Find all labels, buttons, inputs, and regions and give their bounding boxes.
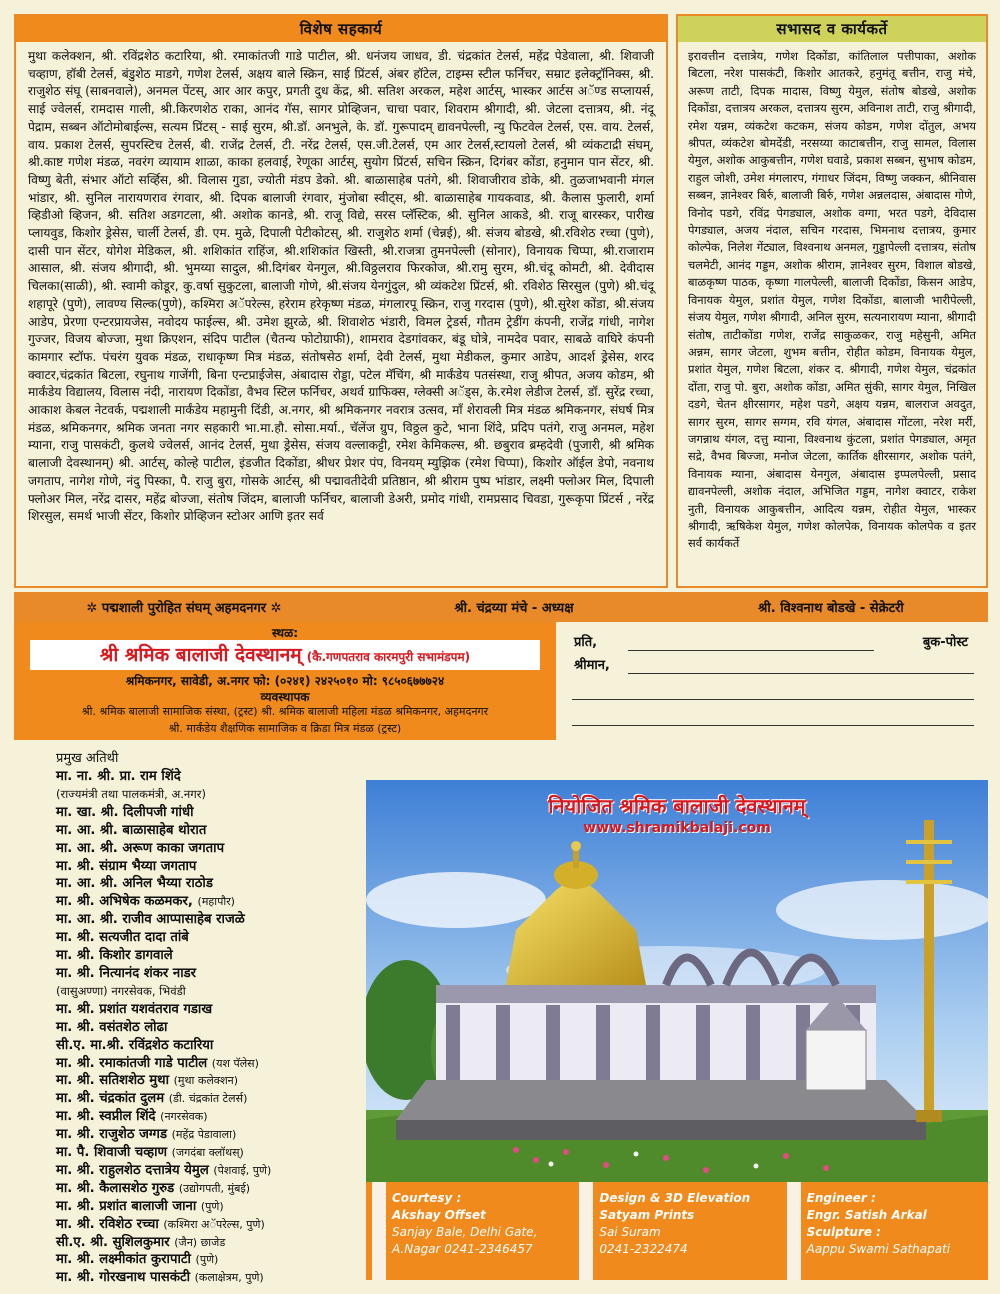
guest-designation: (महेंद्र पेडावाला) (171, 1128, 237, 1142)
guest-row (56, 1037, 356, 1055)
venue-label: स्थळ: (271, 626, 298, 640)
guest-name: मा. श्री. रमाकांतजी गाडे पाटील (56, 1055, 208, 1071)
guest-row (56, 1019, 356, 1037)
credit-value: Satyam Prints (599, 1208, 695, 1222)
guest-name: मा. आ. श्री. अनिल भैय्या राठोड (56, 876, 213, 892)
guest-name: मा. श्री. स्वप्नील शिंदे (56, 1109, 156, 1125)
credit-engineer (781, 1182, 988, 1280)
guest-name: मा. श्री. सत्यजीत दादा तांबे (56, 930, 189, 946)
guest-note: (राज्यमंत्री तथा पालकमंत्री, अ.नगर) (56, 786, 206, 801)
guest-name: मा. श्री. राहुलशेठ दत्तात्रेय येमुल (56, 1162, 209, 1178)
guest-row (56, 1162, 356, 1180)
officials-strip (14, 592, 988, 622)
guest-designation: (पेशवाई, पुणे) (213, 1163, 272, 1177)
website-url[interactable]: www.shramikbalaji.com (583, 820, 771, 836)
venue-name-box (30, 640, 540, 670)
credit-heading: Engineer : (806, 1191, 876, 1205)
guest-name: मा. ना. श्री. प्रा. राम शिंदे (56, 769, 181, 784)
address-line (572, 725, 974, 726)
guest-row (56, 768, 356, 786)
guest-row (56, 1234, 356, 1252)
guest-name: मा. श्री. राजुशेठ जग्गड (56, 1127, 168, 1143)
guest-row (56, 1251, 356, 1269)
to-label: प्रति, (574, 635, 598, 650)
guest-name: सी.ए. श्री. सुशिलकुमार (56, 1234, 170, 1250)
guest-name: मा. श्री. संग्राम भैय्या जगताप (56, 858, 197, 874)
guest-row (56, 1269, 356, 1287)
guest-row (56, 947, 356, 965)
guest-name: मा. आ. श्री. राजीव आप्पासाहेब राजळे (56, 912, 245, 928)
guest-designation: (कश्मिरा अॅपरेल्स, पुणे) (163, 1217, 265, 1231)
organization-name: ✲ पद्मशाली पुरोहित संघम् अहमदनगर ✲ (86, 601, 282, 616)
guest-designation: (नगरसेवक) (160, 1110, 208, 1124)
credit-heading: Design & 3D Elevation (599, 1191, 751, 1205)
credit-heading: Courtesy : (392, 1191, 462, 1205)
guest-row (56, 858, 356, 876)
book-post-label: बुक-पोस्ट (922, 635, 968, 650)
guest-name: मा. श्री. रविशेठ रच्चा (56, 1216, 159, 1232)
guest-name: मा. श्री. प्रशांत यशवंतराव गडाख (56, 1001, 213, 1017)
credit-tab (372, 1182, 386, 1280)
guest-designation: (महापौर) (197, 895, 235, 909)
guest-row (56, 965, 356, 983)
guest-note: (वासुअण्णा) नगरसेवक, भिवंडी (56, 983, 186, 998)
guest-designation: (जैन) छाजेड (174, 1235, 226, 1249)
guest-designation: (यश पॅलेस) (211, 1056, 259, 1070)
guest-name: मा. श्री. गोरखनाथ पासकंटी (56, 1270, 191, 1286)
special-cooperation-header: विशेष सहकार्य (16, 16, 666, 42)
guest-name: मा. खा. श्री. दिलीपजी गांधी (56, 804, 194, 820)
guest-name: मा. पै. शिवाजी चव्हाण (56, 1145, 168, 1161)
guest-row (56, 840, 356, 858)
venue-panel (14, 622, 556, 740)
address-line (572, 699, 974, 700)
guest-name: मा. श्री. चंद्रकांत दुलम (56, 1091, 165, 1107)
credit-heading: Sculpture : (806, 1225, 881, 1239)
guest-row (56, 929, 356, 947)
credit-tab (787, 1182, 801, 1280)
credits-bar (366, 1182, 988, 1280)
credit-line: Aappu Swami Sathapati (806, 1242, 951, 1256)
credit-line: Sanjay Bale, Delhi Gate, (392, 1225, 538, 1239)
guest-name: मा. श्री. अभिषेक कळमकर, (56, 894, 193, 910)
guest-name: मा. आ. श्री. अरूण काका जगताप (56, 840, 225, 856)
guest-row (56, 1072, 356, 1090)
guest-row (56, 1144, 356, 1162)
members-text: इरावत्तीन दत्तात्रेय, गणेश दिकोंडा, कांतिलाल पत्तीपाका, अशोक बिटला, नरेश पासकंटी, किशोर आतकरे, हनुमंतू बत्तीन, राजु मंचे, अरूण ताटी, दिपक मादास, विष्णु येमुल, संतोष बोडखे, अशोक दिकोंडा, दत्तात्रय अरकल, दत्तात्रय सुरम, अविनाश ताटी, राजु श्रीगादी, रमेश यन्नम, व्यंकटेश कटकम, संजय कोडम, गणेश दोंतुल, अभय श्रीपत, व्यंकटेश बोमदेंडी, नरसय्या काटाबत्तीन, राजु सामल, विलास येमुल, अशोक आकुबत्तीन, गणेश घवाडे, प्रकाश सब्बन, सुभाष कोडम, राहुल जोशी, उमेश मंगलारप, गंगाधर जिंदम, विष्णु जक्कन, श्रीनिवास सब्बन, ज्ञानेश्वर बिर्रु, बालाजी बिर्रु, गणेश अन्नलदास, अंबादास गोणे, विनोद पडगे, रविंद्र पेगड्याल, अशोक वग्गा, भरत पडगे, देविदास पेगड्याल, अजय नंदाल, सचिन गरदास, भिमनाथ दत्तात्रय, कुमार कोल्पेक, निलेश गेंट्याल, विश्वनाथ अनमल, गुड्डापेल्ली दत्तात्रय, संतोष चलमेटी, आनंद गड्डम, अशोक श्रीराम, ज्ञानेश्वर सुरम, विशाल बोडखे, बाळकृष्ण पाठक, कृष्णा गालपेल्ली, बालाजी दिकोंडा, किसन आडेप, विनायक येमुल, प्रशांत येमुल, गणेश दिकोंडा, बालाजी भारीपेल्ली, संजय येमुल, गणेश श्रीगादी, अनिल सुरम, सत्यनारायण म्याना, श्रीगादी संतोष, ताटीकोंडा गणेश, राजेंद्र साकुळकर, राजु महेसुनी, अमित अन्नम, सागर जेटला, शुभम बत्तीन, रोहीत कोडम, विनायक येमुल, प्रशांत येमुल, गणेश बिटला, शंकर द. श्रीगादी, गणेश येमुल, चंद्रकांत दोंता, राजु पो. बुरा, अशोक कोंडा, अमित सुंकी, सागर येमुल, निखिल दडगे, चेतन क्षीरसागर, महेश पडगे, अक्षय यन्नम, बालराज अवदुत, सागर सुरम, सागर सग्गम, रवि यंगल, अंबादास गोंटला, नरेश मर्री, जगन्नाथ यंगल, दत्तु म्याना, विश्वनाथ कुंटला, प्रशांत पेगड्याल, अमृत सद्रे, वैभव बिज्जा, मनोज जेटला, कार्तिक क्षीरसागर, अशोक पतंगे, विनायक म्याना, अंबादास येनगुल, अंबादास इप्पलपेल्ली, प्रसाद द्यावनपेल्ली, अशोक नंदाल, अभिजित गड्डम, नागेश क्वाटर, राकेश नुती, विनायक आकुबत्तीन, आदित्य यन्नम, रोहीत येमुल, भास्कर श्रीगादी, ऋषिकेश येमुल, गणेश कोलपेक, विनायक कोलपेक व इतर सर्व कार्यकर्ते (688, 49, 976, 551)
manager-orgs: श्री. श्रमिक बालाजी सामाजिक संस्था, (ट्रस्ट) श्री. श्रमिक बालाजी महिला मंडळ श्रमिकनगर, अहमदनगर (81, 705, 489, 718)
planned-temple-title: नियोजित श्रमिक बालाजी देवस्थानम् (548, 794, 806, 818)
chief-guests-list (56, 768, 356, 1287)
guest-row (56, 893, 356, 911)
credit-value: Engr. Satish Arkal (806, 1208, 927, 1222)
guest-designation: (उद्योगपती, मुंबई) (178, 1181, 251, 1195)
guest-name: मा. श्री. वसंतशेठ लोढा (56, 1019, 168, 1035)
credit-line: 0241-2322474 (599, 1242, 688, 1256)
postal-address-area (558, 622, 988, 740)
president-name: श्री. चंद्रय्या मंचे - अध्यक्ष (454, 601, 574, 616)
guest-row (56, 1001, 356, 1019)
guest-designation: (पुणे) (195, 1253, 219, 1267)
guest-row (56, 822, 356, 840)
guest-name: मा. श्री. लक्ष्मीकांत कुरापाटी (56, 1252, 191, 1268)
guest-name: मा. श्री. नित्यानंद शंकर नाडर (56, 965, 197, 981)
chief-guests-title: प्रमुख अतिथी (56, 751, 119, 766)
address-line (628, 673, 974, 674)
manager-org-trust: श्री. मार्कंडेय शैक्षणिक सामाजिक व क्रिडा मित्र मंडळ (ट्रस्ट) (168, 722, 402, 735)
secretary-name: श्री. विश्वनाथ बोडखे - सेक्रेटरी (758, 601, 904, 616)
guest-row (56, 911, 356, 929)
credit-design (573, 1182, 780, 1280)
chief-guests (56, 748, 356, 1287)
guest-designation: (कलाक्षेत्रम, पुणे) (194, 1271, 264, 1285)
credit-line: Sai Suram (599, 1225, 661, 1239)
credit-tab (579, 1182, 593, 1280)
credit-courtesy (366, 1182, 573, 1280)
guest-name: मा. आ. श्री. बाळासाहेब थोरात (56, 822, 207, 838)
temple-elevation-image (366, 780, 988, 1182)
shriman-label: श्रीमान, (574, 658, 610, 673)
guest-row (56, 1180, 356, 1198)
guest-name: मा. श्री. सतिशशेठ मुथा (56, 1073, 170, 1089)
special-cooperation-text: मुथा कलेक्शन, श्री. रविंद्रशेठ कटारिया, श्री. रमाकांतजी गाडे पाटील, श्री. धनंजय जाधव, डी. चंद्रकांत टेलर्स, महेंद्र पेडेवाला, श्री. शिवाजी चव्हाण, हॉबी टेलर्स, बंडुशेठ माडगे, गणेश टेलर्स, अक्षय बाले स्क्रिन, साई प्रिंटर्स, अंबर हॉटेल, टाइम्स स्टील फर्निचर, सम्राट इलेक्ट्रॉनिक्स, श्री. राजुशेठ संघू (साबनवाले), अनमल पेंटस्, आर आर कपुर, प्रगती दुध केंद्र, श्री. सतिश अरकल, महेश आर्टस्, भास्कर आर्टस अॅण्ड सप्लायर्स, साई ज्वेलर्स, रामदास गाली, श्री.किरणशेठ राका, आनंद गॅस, सागर प्रोव्हिजन, चाचा पवार, शिवराम श्रीगादी, श्री. जेटला दत्तात्रय, श्री. नंदू पेद्राम, सब्बन ऑटोमोबाईल्स, सत्यम प्रिंटस् - साई सुरम, श्री.डॉ. अनभुले, के. डॉ. गुरूपादम् द्यावनपेल्ली, न्यु फिटवेल टेलर्स, एस. वाय. टेलर्स, वाय. प्रकाश टेलर्स, सुपरस्टिच टेलर्स, बी. राजेंद्र टेलर्स, टी. नरेंद्र टेलर्स, एस.जी.टेलर्स, एम आर टेलर्स,स्टायलो टेलर्स, श्री व्यंकटाद्री संघम्, श्री.काष्ट गणेश मंडळ, नवरंग व्यायाम शाळा, काका हलवाई, रेणूका आर्टस्, सुयोग प्रिंटर्स, सचिन स्क्रिन, दिगंबर कोंडा, हनुमान पान सेंटर, श्री. विष्णु बेती, संभार ऑटो सर्व्हिस, श्री. विलास गुडा, ज्योती मंडप डेको. श्री. बाळासाहेब पतंगे, श्री. शिवाजीराव डोके, श्री. तुळजाभवानी मंगल भांडार, श्री. सुनिल नारायणराव रंगवार, श्री. दिपक बालाजी रंगवार, मुंजोबा स्वीट्स, श्री. बाळासाहेब गायकवाड, श्री. कैलास फुलारी, शर्मा व्हिडीओ व्हिजन, श्री. सतिश अडगटला, श्री. अशोक कानडे, श्री. राजू विद्ये, सरस प्लॅस्टिक, श्री. सुनिल आकडे, श्री. राजू बारस्कर, पारीख प्लायवुड, किशोर ड्रेसेस, चार्ली टेलर्स, डी. एम. मुळे, दिपाली पेटीकोटस्, श्री. राजुशेठ शर्मा (चेन्नई), श्री. संजय बोडखे, श्री.रविशेठ रच्चा (पुणे), दासी पान सेंटर, योगेश मेडिकल, श्री. शशिकांत राहिंज, श्री.शशिकांत खिस्ती, श्री.राजत्रा तुमनपेल्ली (सोनार), विनायक चिप्पा, श्री.राजाराम आसाल, श्री. संजय श्रीगादी, श्री. भुमय्या सादुल, श्री.दिगंबर येनगुल, श्री.विठ्ठलराव फिरकोज, श्री.रामु सुरम, श्री.चंदू कोमटी, श्री. देवीदास चिलका(साळी), श्री. स्वामी कोडूर, कु.वर्षा सुकुटला, बालाजी गोणे, श्री.संजय येनगुंदुल, श्री व्यंकटेश प्रिंटर्स, श्री. रविशेठ सिरसुल (पुणे) श्री.चंदू शहापूरे (पुणे), लावण्य सिल्क(पुणे), कश्मिरा अॅपरेल्स, हरेराम हरेकृष्ण मंडळ, मंगलारपू स्क्रिन, राजु गरदास (पुणे), श्री.सुरेश कोंडा, श्री.संजय आडेप, प्रेरणा एन्टरप्रायजेस, नवोदय फाईल्स, श्री. उमेश झुरळे, श्री. शिवाशेठ भंडारी, विमल ट्रेडर्स, गौतम ट्रेडींग कंपनी, राजेंद्र गांधी, नागेश गुज्जर, विजय बोज्जा, मुथा क्रिएशन, संदिप पाटील (चैतन्य फोटोग्राफी), शामराव देडगांवकर, बंडू घोत्रे, नामदेव पवार, साबळे वाघिरे कंपनी कामगार स्टॉफ. पंचरंग युवक मंडळ, राधाकृष्ण मित्र मंडळ, संतोषसेठ शर्मा, देवी टेलर्स, मुथा मेडीकल, कुमार आडेप, आदर्श ड्रेसेस, शरद क्वाटर,चंद्रकांत बिटला, रघुनाथ गाजेंगी, बिना एन्टप्राईजेस, अंबादास रोड्डा, पटेल मॅचिंग, श्री मार्कंडेय पतसंस्था, राजु श्रीपत, अजय कोडम, श्री मार्कंडेय विद्यालय, विलास नंदी, नारायण दिकोंडा, वैभव स्टिल फर्निचर, अथर्व ग्राफिक्स, ग्लेक्सी अॅड्स, के.रमेश लेडीज टेलर्स, डॉ. सुरेंद्र रच्चा, आकाश केबल नेटवर्क, पद्मशाली मार्कंडेय महामुनी दिंडी, अ.नगर, श्री श्रमिकनगर नवरात्र उत्सव, माँ शेरावली मित्र मंडळ श्रमिकनगर, संघर्ष मित्र मंडळ, श्रमिकनगर, श्रमिक जनता नगर सहकारी भा.मा.हौ. सोसा.मर्या., चॅलेंज ग्रुप, विठ्ठल कुटे, भाना शिंदे, प्रदिप पतंगे, राजु अनमल, महेश म्याना, राजु पासकंटी, कुलथे ज्वेलर्स, आनंद टेलर्स, मुथा ड्रेसेस, संजय वल्लाकट्टी, रमेश केमिकल्स, श्री. छबुराव ब्रम्हदेवी (पुजारी, श्री श्रमिक बालाजी देवस्थानम्) श्री. आर्टस्, कोल्हे पाटील, इंडजीत दिकोंडा, श्रीधर प्रेशर पंप, विनयम् म्युझिक (रमेश चिप्पा), किशोर ऑईल डेपो, नवनाथ जगताप, नागेश गोणे, नंदु पिस्का, पै. राजु बुरा, गोसके आर्टस्, श्री पद्मावतीदेवी प्रतिष्ठान, श्री श्रीराम पुष्प भांडार, लक्ष्मी फ्लोअर मिल, दिपाली फ्लोअर मिल, नरेंद्र दासर, महेंद्र बोज्जा, संतोष जिंदम, बालाजी फर्निचर, बालाजी डेअरी, प्रमोद गांधी, रामप्रसाद चिवडा, गुरूकृपा प्रिंटर्स , नरेंद्र शिरसुल, समर्थ भाजी सेंटर, किशोर प्रोव्हिजन स्टोअर आणि इतर सर्व (28, 49, 654, 524)
guest-row (56, 804, 356, 822)
guest-row (56, 1216, 356, 1234)
guest-name: मा. श्री. कैलासशेठ गुरुड (56, 1180, 175, 1196)
guest-row (56, 1108, 356, 1126)
guest-designation: (मुथा कलेक्शन) (173, 1074, 239, 1088)
special-cooperation-box (14, 14, 668, 588)
venue-address: श्रमिकनगर, सावेडी, अ.नगर फो: (०२४१) २४२५०१० मो: ९८५०६७७७२४ (125, 674, 445, 688)
manager-label: व्यवस्थापक (260, 690, 310, 704)
address-line (628, 650, 874, 651)
guest-row (56, 1126, 356, 1144)
members-box (676, 14, 988, 588)
credit-value: Akshay Offset (392, 1208, 486, 1222)
guest-row (56, 1090, 356, 1108)
temple-illustration (366, 780, 988, 1182)
guest-name: मा. श्री. प्रशांत बालाजी जाना (56, 1198, 197, 1214)
guest-designation: (डी. चंद्रकांत टेलर्स) (168, 1092, 248, 1106)
guest-row (56, 875, 356, 893)
guest-designation: (जगदंबा क्लॉथस्) (171, 1146, 244, 1160)
guest-name: सी.ए. मा.श्री. रविंद्रशेठ कटारिया (56, 1037, 214, 1053)
venue-name-sub: (कै.गणपतराव कारमपुरी सभामंडपम) (306, 650, 471, 664)
guest-row (56, 1198, 356, 1216)
credit-line: A.Nagar 0241-2346457 (392, 1242, 533, 1256)
guest-designation: (पुणे) (200, 1199, 224, 1213)
guest-name: मा. श्री. किशोर डागवाले (56, 948, 173, 964)
venue-name: श्री श्रमिक बालाजी देवस्थानम् (99, 644, 302, 666)
members-header: सभासद व कार्यकर्ते (678, 16, 986, 42)
guest-row (56, 1055, 356, 1073)
